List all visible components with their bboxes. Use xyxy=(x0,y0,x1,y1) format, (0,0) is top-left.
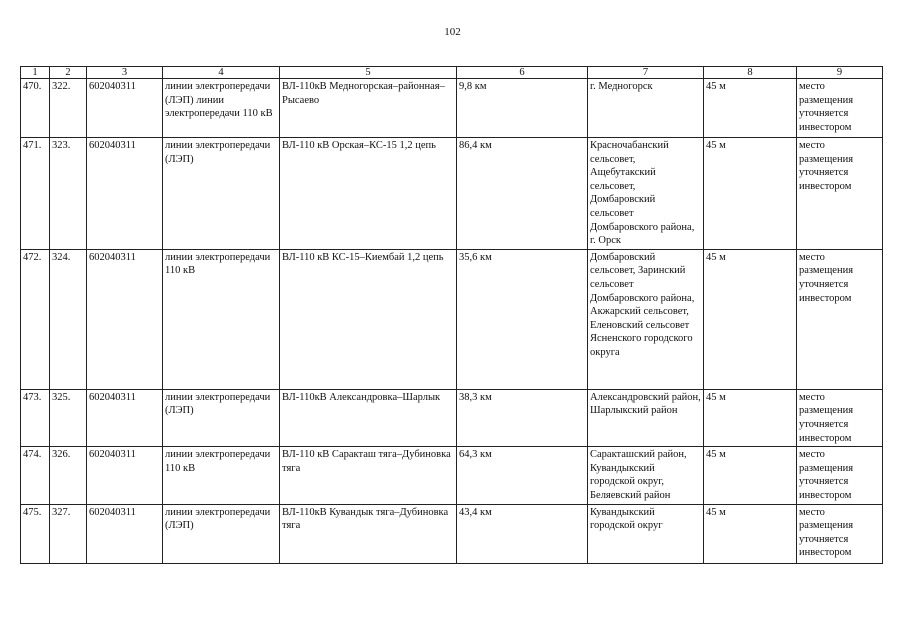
column-header: 1 xyxy=(21,67,50,79)
cell-location: г. Медногорск xyxy=(588,79,704,138)
cell-object-name: ВЛ-110кВ Кувандык тяга–Дубиновка тяга xyxy=(280,504,457,563)
column-header: 6 xyxy=(457,67,588,79)
cell-code: 602040311 xyxy=(87,447,163,504)
cell-section-number: 327. xyxy=(50,504,87,563)
cell-row-number: 471. xyxy=(21,138,50,250)
table-row xyxy=(21,138,883,250)
column-header: 7 xyxy=(588,67,704,79)
cell-section-number: 326. xyxy=(50,447,87,504)
column-number-row xyxy=(21,67,883,79)
cell-note: место размещения уточняется инвестором xyxy=(797,249,883,389)
cell-location: Саракташский район, Кувандыкский городской округ, Беляевский район xyxy=(588,447,704,504)
cell-code: 602040311 xyxy=(87,504,163,563)
table-row xyxy=(21,447,883,504)
cell-zone: 45 м xyxy=(704,447,797,504)
cell-row-number: 473. xyxy=(21,389,50,446)
cell-object-type: линии электропередачи (ЛЭП) xyxy=(163,389,280,446)
cell-note: место размещения уточняется инвестором xyxy=(797,447,883,504)
cell-zone: 45 м xyxy=(704,79,797,138)
column-header: 5 xyxy=(280,67,457,79)
cell-object-name: ВЛ-110 кВ КС-15–Киембай 1,2 цепь xyxy=(280,249,457,389)
cell-length: 9,8 км xyxy=(457,79,588,138)
column-header: 9 xyxy=(797,67,883,79)
cell-note: место размещения уточняется инвестором xyxy=(797,504,883,563)
cell-row-number: 475. xyxy=(21,504,50,563)
cell-object-type: линии электропередачи 110 кВ xyxy=(163,249,280,389)
cell-object-type: линии электропередачи 110 кВ xyxy=(163,447,280,504)
cell-length: 64,3 км xyxy=(457,447,588,504)
cell-code: 602040311 xyxy=(87,79,163,138)
cell-zone: 45 м xyxy=(704,249,797,389)
cell-row-number: 472. xyxy=(21,249,50,389)
cell-object-type: линии электропередачи (ЛЭП) линии электропередачи 110 кВ xyxy=(163,79,280,138)
cell-length: 35,6 км xyxy=(457,249,588,389)
column-header: 4 xyxy=(163,67,280,79)
cell-code: 602040311 xyxy=(87,389,163,446)
cell-length: 38,3 км xyxy=(457,389,588,446)
cell-object-name: ВЛ-110кВ Александровка–Шарлык xyxy=(280,389,457,446)
cell-object-type: линии электропередачи (ЛЭП) xyxy=(163,138,280,250)
cell-zone: 45 м xyxy=(704,389,797,446)
column-header: 2 xyxy=(50,67,87,79)
cell-zone: 45 м xyxy=(704,504,797,563)
cell-object-type: линии электропередачи (ЛЭП) xyxy=(163,504,280,563)
cell-location: Красночабанский сельсовет, Ащебутакский сельсовет, Домбаровский сельсовет Домбаровского района, г. Орск xyxy=(588,138,704,250)
table-row xyxy=(21,79,883,138)
column-header: 8 xyxy=(704,67,797,79)
cell-note: место размещения уточняется инвестором xyxy=(797,389,883,446)
page-number: 102 xyxy=(444,26,461,38)
cell-row-number: 470. xyxy=(21,79,50,138)
cell-section-number: 323. xyxy=(50,138,87,250)
cell-location: Кувандыкский городской округ xyxy=(588,504,704,563)
cell-section-number: 322. xyxy=(50,79,87,138)
cell-row-number: 474. xyxy=(21,447,50,504)
cell-location: Домбаровский сельсовет, Заринский сельсовет Домбаровского района, Акжарский сельсовет, Еленовский сельсовет Ясненского городского округа xyxy=(588,249,704,389)
cell-section-number: 325. xyxy=(50,389,87,446)
cell-object-name: ВЛ-110кВ Медногорская–районная–Рысаево xyxy=(280,79,457,138)
cell-note: место размещения уточняется инвестором xyxy=(797,79,883,138)
cell-location: Александровский район, Шарлыкский район xyxy=(588,389,704,446)
objects-table xyxy=(20,66,883,564)
cell-note: место размещения уточняется инвестором xyxy=(797,138,883,250)
table-row xyxy=(21,249,883,389)
table-row xyxy=(21,389,883,446)
column-header: 3 xyxy=(87,67,163,79)
cell-zone: 45 м xyxy=(704,138,797,250)
cell-section-number: 324. xyxy=(50,249,87,389)
cell-length: 43,4 км xyxy=(457,504,588,563)
cell-object-name: ВЛ-110 кВ Саракташ тяга–Дубиновка тяга xyxy=(280,447,457,504)
table-row xyxy=(21,504,883,563)
cell-code: 602040311 xyxy=(87,138,163,250)
cell-length: 86,4 км xyxy=(457,138,588,250)
cell-object-name: ВЛ-110 кВ Орская–КС-15 1,2 цепь xyxy=(280,138,457,250)
cell-code: 602040311 xyxy=(87,249,163,389)
